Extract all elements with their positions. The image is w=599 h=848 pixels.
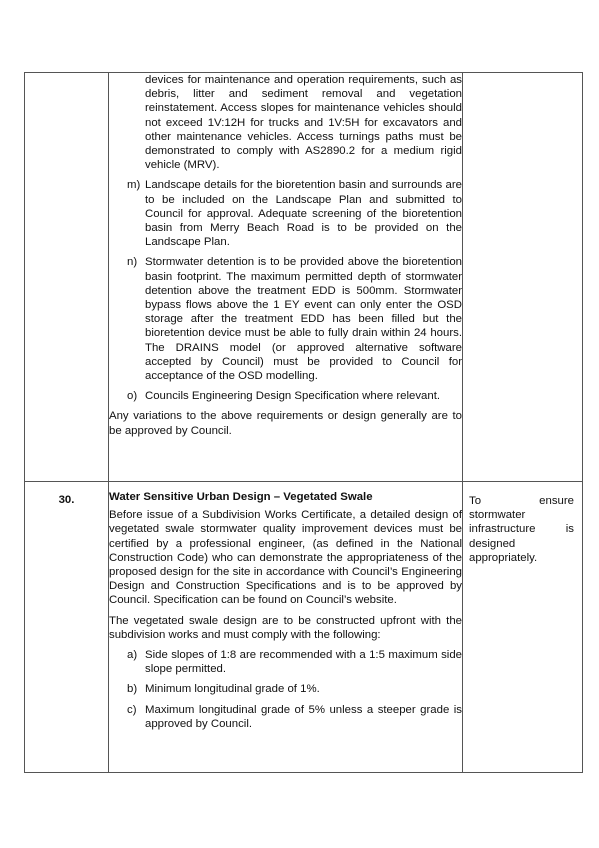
list-item: [109, 255, 462, 383]
list-item-text: Minimum longitudinal grade of 1%.: [145, 683, 320, 696]
reason-text: To ensure stormwater infrastructure is designed appropriately.: [469, 495, 574, 564]
list-item-label: n): [127, 256, 138, 269]
table-row: [25, 73, 583, 482]
list-item-text: Landscape details for the bioretention basin and surrounds are to be included on the Landscape Plan and submitted to Council for approval. Adequate screening of the bioretention basin from Merry Beach Road is to be provided on the Landscape Plan.: [145, 179, 462, 249]
list-item-label: c): [127, 703, 137, 716]
table-row: [25, 482, 583, 773]
list-item-label: b): [127, 683, 138, 696]
condition-text-cell: [109, 482, 463, 773]
condition-number-cell: [25, 73, 109, 482]
reason-cell: [463, 73, 583, 482]
reason-cell: [463, 482, 583, 773]
condition-number: 30.: [25, 482, 109, 773]
condition-text-cell: [109, 73, 463, 482]
list-item-label: o): [127, 390, 138, 403]
list-item-label: m): [127, 179, 141, 192]
continuation-text: devices for maintenance and operation requirements, such as debris, litter and sediment removal and vegetation reinstatement. Access slopes for maintenance vehicles should not exceed 1V:12H for trucks and 1V:5H for excavators and other maintenance vehicles. Access turnings paths must be demonstrated to comply with AS2890.2 for a medium rigid vehicle (MRV).: [145, 74, 462, 172]
list-item: [109, 178, 462, 249]
closing-paragraph: Any variations to the above requirements or design generally are to be approved by Council.: [109, 410, 462, 437]
list-item-text: Councils Engineering Design Specification where relevant.: [145, 390, 441, 403]
paragraph: The vegetated swale design are to be constructed upfront with the subdivision works and must comply with the following:: [109, 614, 462, 641]
condition-heading: Water Sensitive Urban Design – Vegetated Swale: [109, 491, 373, 503]
list-item: [109, 682, 462, 696]
list-item: [109, 703, 462, 731]
list-item-text: Side slopes of 1:8 are recommended with a 1:5 maximum side slope permitted.: [145, 649, 462, 676]
list-item: [109, 389, 462, 403]
list-item: [109, 648, 462, 676]
list-item-label: a): [127, 649, 138, 662]
list-item-text: Maximum longitudinal grade of 5% unless a steeper grade is approved by Council.: [145, 703, 462, 730]
conditions-table: [24, 72, 583, 773]
paragraph: Before issue of a Subdivision Works Certificate, a detailed design of vegetated swale stormwater quality improvement devices must be certified by a professional engineer, (as defined in the National Construction Code) who can demonstrate the appropriateness of the proposed design for the site in accordance with Council’s Engineering Design and Construction Specifications and is to be approved by Council. Specification can be found on Council’s website.: [109, 509, 462, 607]
list-item-text: Stormwater detention is to be provided above the bioretention basin footprint. The maximum permitted depth of stormwater detention above the treatment EDD is 500mm. Stormwater bypass flows above the 1 EY event can only enter the OSD storage after the treatment EDD has been filled but the bioretention device must be able to fully drain within 24 hours. The DRAINS model (or approved alternative software accepted by Council) must be provided to Council for acceptance of the OSD modelling.: [145, 256, 462, 383]
